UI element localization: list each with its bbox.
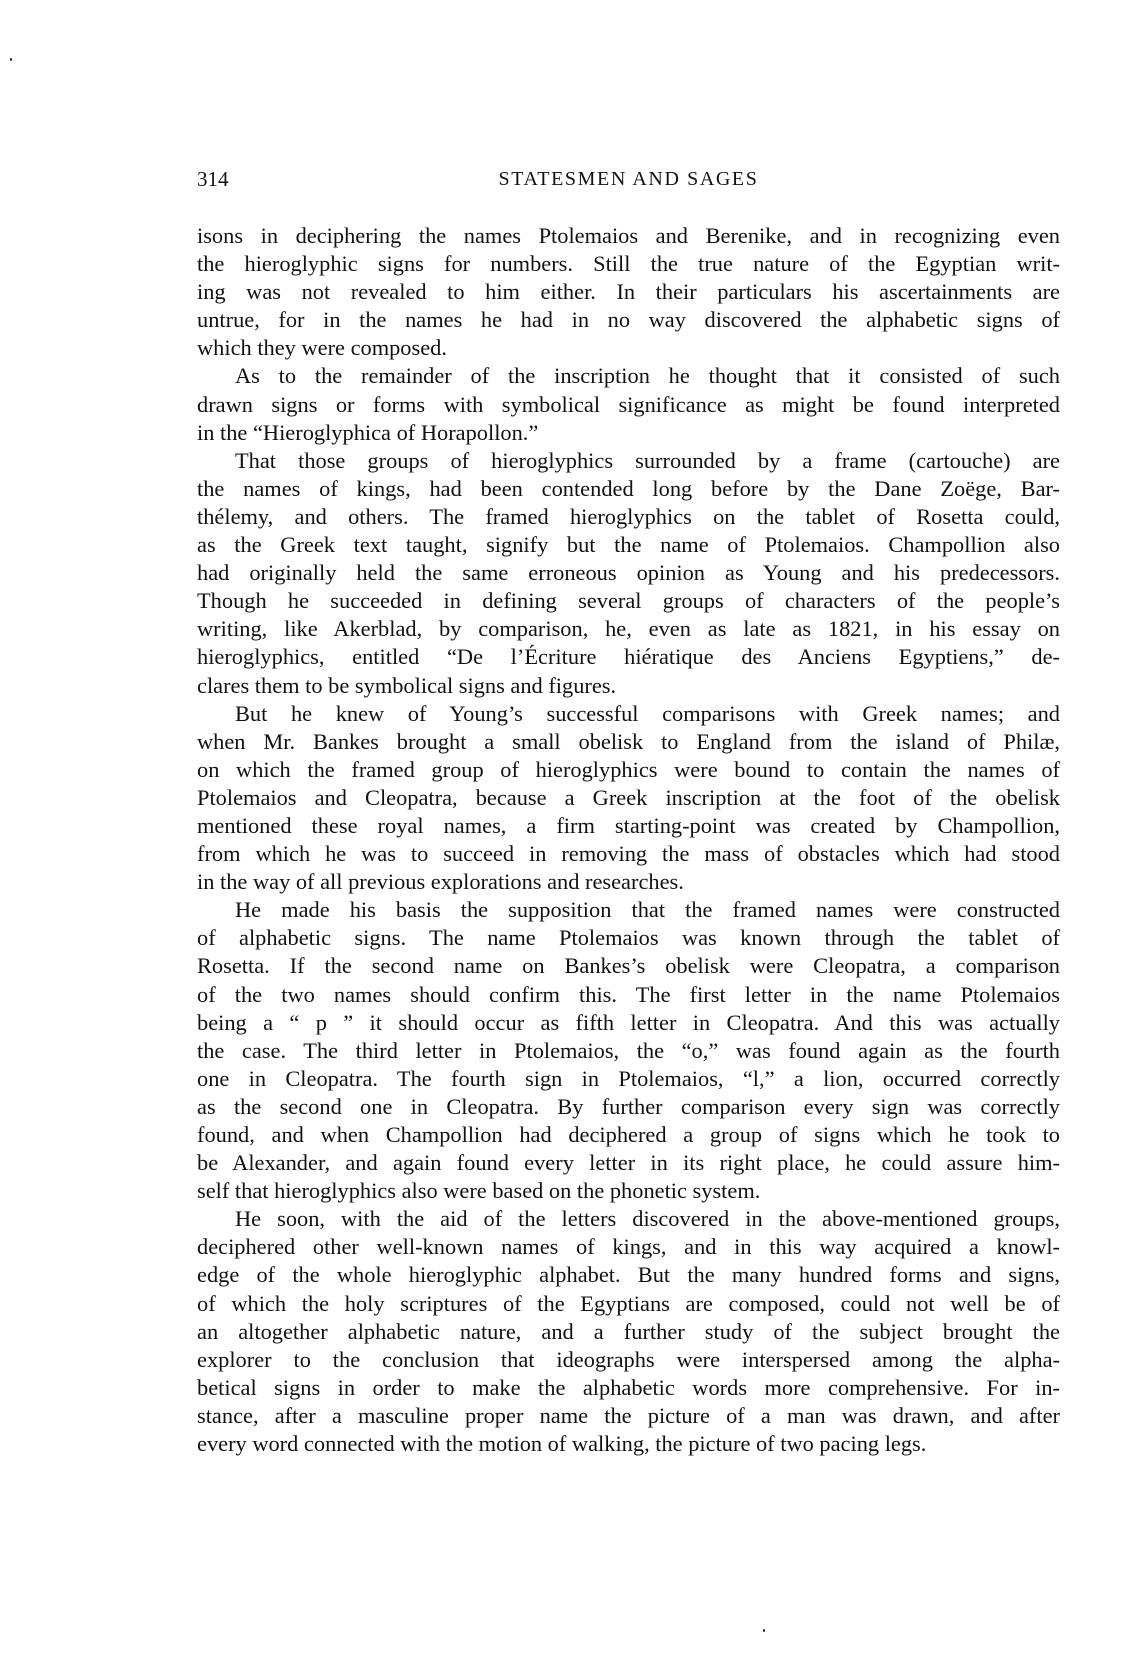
text-line: isons in deciphering the names Ptolemaios and Berenike, and in recognizing even	[197, 223, 1060, 248]
text-line: the case. The third letter in Ptolemaios, the “o,” was found again as the fourth	[197, 1037, 1060, 1063]
text-line: had originally held the same erroneous opinion as Young and his predecessors.	[197, 560, 1060, 586]
text-line: He made his basis the supposition that the framed names were constructed	[235, 897, 1060, 923]
text-line: edge of the whole hieroglyphic alphabet. But the many hundred forms and signs,	[197, 1262, 1060, 1288]
paragraph	[197, 362, 1060, 446]
text-line: betical signs in order to make the alphabetic words more comprehensive. For in-	[197, 1374, 1060, 1400]
text-line: ing was not revealed to him either. In their particulars his ascertainments are	[197, 279, 1060, 305]
text-line: of the two names should confirm this. The first letter in the name Ptolemaios	[197, 981, 1060, 1007]
text-line: thélemy, and others. The framed hieroglyphics on the tablet of Rosetta could,	[197, 503, 1060, 529]
text-line: an altogether alphabetic nature, and a further study of the subject brought the	[197, 1318, 1060, 1344]
text-line: in the “Hieroglyphica of Horapollon.”	[197, 419, 539, 445]
text-line: one in Cleopatra. The fourth sign in Ptolemaios, “l,” a lion, occurred correctly	[197, 1065, 1060, 1091]
text-line: on which the framed group of hieroglyphics were bound to contain the names of	[197, 756, 1060, 782]
text-line: He soon, with the aid of the letters discovered in the above-mentioned groups,	[235, 1206, 1060, 1232]
text-line: as the Greek text taught, signify but the name of Ptolemaios. Champollion also	[197, 532, 1060, 558]
text-line: every word connected with the motion of walking, the picture of two pacing legs.	[197, 1431, 927, 1457]
text-line: Though he succeeded in defining several groups of characters of the people’s	[197, 588, 1060, 614]
scan-speck	[763, 1629, 765, 1632]
text-line: being a “ p ” it should occur as fifth letter in Cleopatra. And this was actually	[197, 1009, 1060, 1035]
text-line: Ptolemaios and Cleopatra, because a Greek inscription at the foot of the obelisk	[197, 784, 1060, 810]
text-line: untrue, for in the names he had in no way discovered the alphabetic signs of	[197, 307, 1060, 333]
text-line: the names of kings, had been contended long before by the Dane Zoëge, Bar-	[197, 475, 1060, 501]
scan-speck	[10, 58, 12, 61]
running-head	[197, 164, 1060, 194]
paragraph	[197, 896, 1060, 1205]
text-line: found, and when Champollion had deciphered a group of signs which he took to	[197, 1122, 1060, 1147]
text-line: from which he was to succeed in removing the mass of obstacles which had stood	[197, 841, 1060, 867]
text-line: the hieroglyphic signs for numbers. Still the true nature of the Egyptian writ-	[197, 251, 1060, 277]
text-line: when Mr. Bankes brought a small obelisk to England from the island of Philæ,	[197, 728, 1060, 754]
text-line: Rosetta. If the second name on Bankes’s obelisk were Cleopatra, a comparison	[197, 953, 1060, 979]
text-line: That those groups of hieroglyphics surrounded by a frame (cartouche) are	[235, 447, 1060, 473]
text-line: But he knew of Young’s successful comparisons with Greek names; and	[235, 700, 1060, 726]
text-line: as the second one in Cleopatra. By further comparison every sign was correctly	[197, 1093, 1060, 1119]
paragraph	[197, 222, 1060, 362]
text-line: of which the holy scriptures of the Egyptians are composed, could not well be of	[197, 1290, 1060, 1316]
text-line: self that hieroglyphics also were based on the phonetic system.	[197, 1178, 761, 1204]
text-line: in the way of all previous explorations and researches.	[197, 869, 684, 895]
text-line: writing, like Akerblad, by comparison, he, even as late as 1821, in his essay on	[197, 616, 1060, 642]
text-line: clares them to be symbolical signs and figures.	[197, 672, 617, 698]
paragraph	[197, 1205, 1060, 1458]
paragraph	[197, 700, 1060, 897]
paragraph	[197, 447, 1060, 700]
text-line: of alphabetic signs. The name Ptolemaios was known through the tablet of	[197, 925, 1060, 951]
text-line: deciphered other well-known names of kings, and in this way acquired a knowl-	[197, 1234, 1060, 1260]
body-text	[197, 222, 1060, 1458]
text-line: mentioned these royal names, a firm starting-point was created by Champollion,	[197, 812, 1060, 838]
page-number: 314	[197, 167, 229, 191]
running-title: STATESMEN AND SAGES	[498, 168, 759, 190]
text-line: be Alexander, and again found every letter in its right place, he could assure him-	[197, 1150, 1060, 1176]
text-line: As to the remainder of the inscription he thought that it consisted of such	[235, 363, 1060, 389]
text-line: hieroglyphics, entitled “De l’Écriture hiératique des Anciens Egyptiens,” de-	[197, 644, 1060, 670]
text-line: stance, after a masculine proper name the picture of a man was drawn, and after	[197, 1402, 1060, 1428]
text-line: drawn signs or forms with symbolical significance as might be found interpreted	[197, 391, 1060, 417]
text-line: which they were composed.	[197, 335, 447, 361]
text-line: explorer to the conclusion that ideographs were interspersed among the alpha-	[197, 1346, 1060, 1372]
